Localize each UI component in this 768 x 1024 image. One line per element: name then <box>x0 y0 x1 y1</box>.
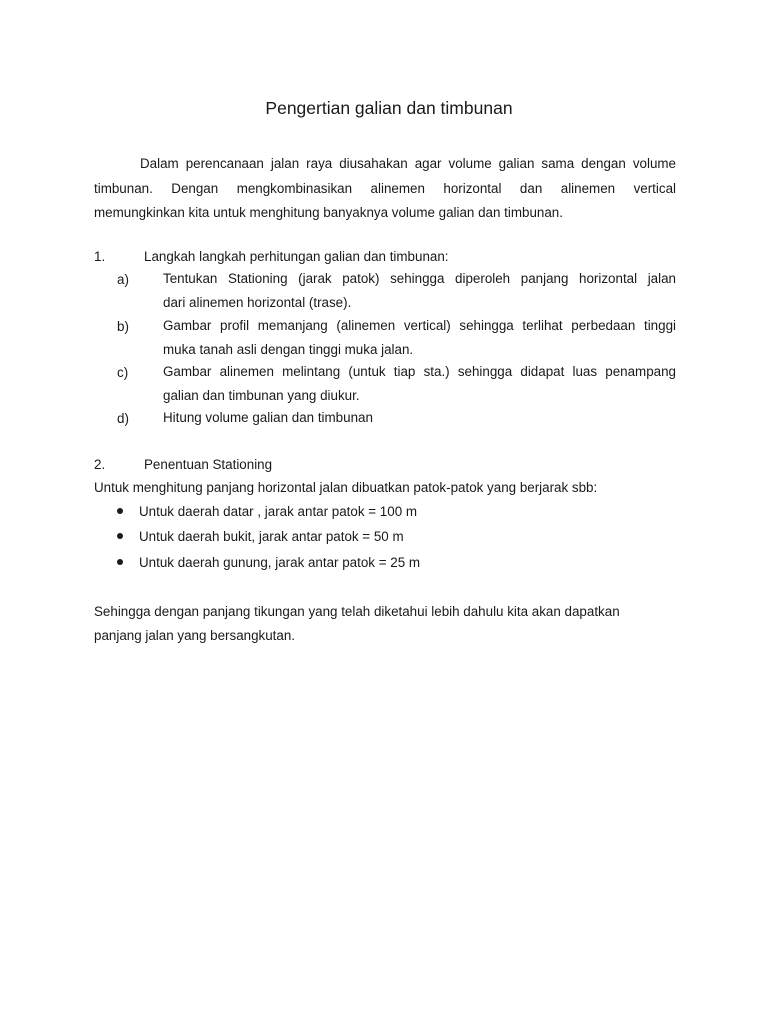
bullet-item-1: Untuk daerah datar , jarak antar patok = 100 m <box>139 504 418 519</box>
item-d-line-1: Hitung volume galian dan timbunan <box>163 410 373 425</box>
intro-line-1: Dalam perencanaan jalan raya diusahakan agar volume galian sama dengan volume <box>140 156 676 171</box>
item-c-marker: c) <box>117 365 129 380</box>
item-b-text <box>163 314 676 361</box>
item-a-line-2: dari alinemen horizontal (trase). <box>163 294 352 310</box>
closing-line-2: panjang jalan yang bersangkutan. <box>94 628 296 643</box>
bullet-icon <box>117 508 123 514</box>
item-c-line-1: Gambar alinemen melintang (untuk tiap sta.) sehingga didapat luas penampang <box>163 364 676 379</box>
bullet-icon <box>117 533 123 539</box>
closing-line-1: Sehingga dengan panjang tikungan yang telah diketahui lebih dahulu kita akan dapatkan <box>94 604 620 619</box>
item-b-line-1: Gambar profil memanjang (alinemen vertical) sehingga terlihat perbedaan tinggi <box>163 318 676 333</box>
section-2-number: 2. <box>94 457 106 472</box>
item-a-marker: a) <box>117 272 129 287</box>
intro-line-2: timbunan. Dengan mengkombinasikan alinemen horizontal dan alinemen vertical <box>94 180 676 196</box>
section-2-intro: Untuk menghitung panjang horizontal jalan dibuatkan patok-patok yang berjarak sbb: <box>94 480 598 495</box>
item-d-marker: d) <box>117 411 129 426</box>
bullet-item-2: Untuk daerah bukit, jarak antar patok = 50 m <box>139 529 404 544</box>
section-2-heading: Penentuan Stationing <box>144 457 273 472</box>
item-b-line-2: muka tanah asli dengan tinggi muka jalan. <box>163 341 414 357</box>
bullet-item-3: Untuk daerah gunung, jarak antar patok = 25 m <box>139 555 421 570</box>
bullet-icon <box>117 559 123 565</box>
section-1-heading: Langkah langkah perhitungan galian dan timbunan: <box>144 249 449 264</box>
intro-line-3: memungkinkan kita untuk menghitung banyaknya volume galian dan timbunan. <box>94 205 563 220</box>
section-1-number: 1. <box>94 249 106 264</box>
item-c-line-2: galian dan timbunan yang diukur. <box>163 387 360 403</box>
item-b-marker: b) <box>117 319 129 334</box>
item-c-text <box>163 360 676 407</box>
item-d-text <box>163 406 676 430</box>
page-title: Pengertian galian dan timbunan <box>265 98 513 118</box>
item-a-text <box>163 267 676 314</box>
item-a-line-1: Tentukan Stationing (jarak patok) sehingga diperoleh panjang horizontal jalan <box>163 271 676 286</box>
intro-paragraph <box>94 152 676 226</box>
